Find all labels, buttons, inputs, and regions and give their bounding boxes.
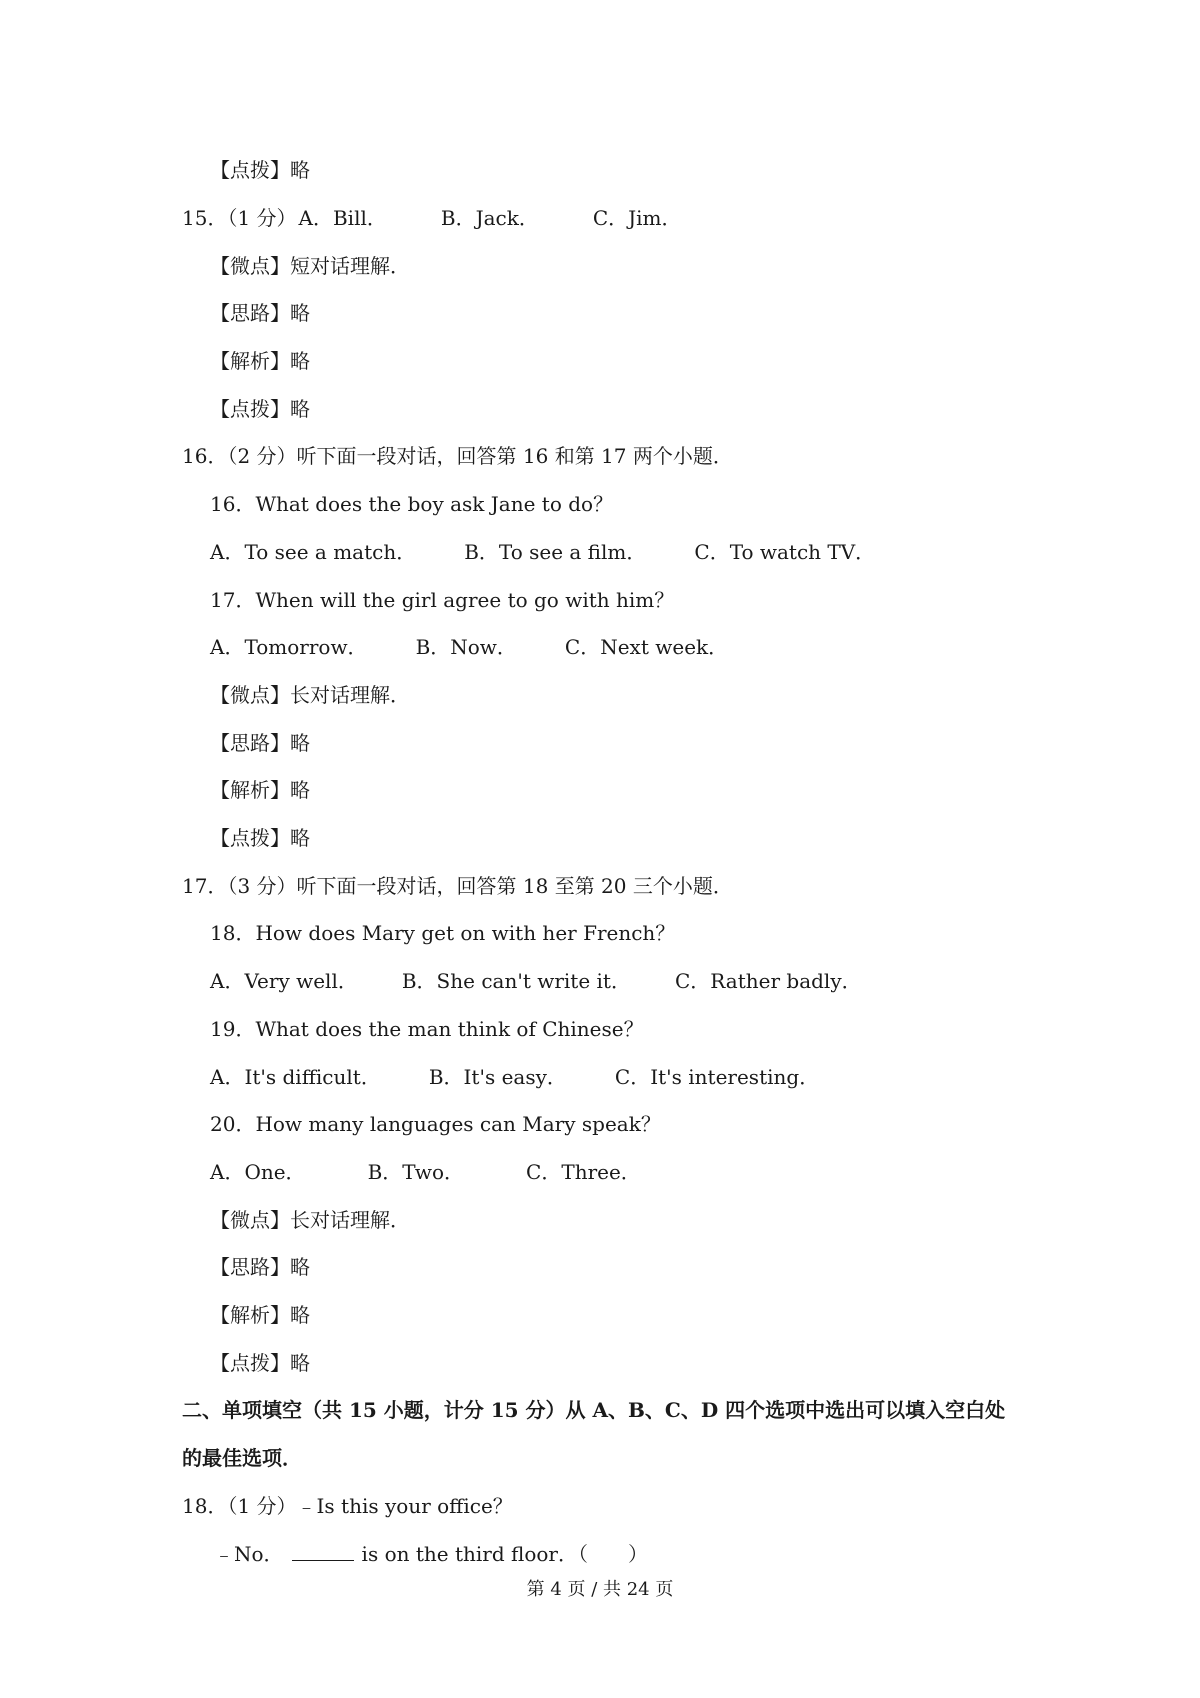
q15-option-c: C．Jim． — [592, 206, 682, 230]
q16-sub1-options — [210, 538, 875, 566]
q17-sub1-question: 18．How does Mary get on with her French？ — [210, 921, 676, 945]
q17-sub2-option-b: B．It's easy． — [428, 1065, 567, 1089]
q16-sub1-option-c: C．To watch TV． — [694, 540, 876, 564]
q16-sub2-option-c: C．Next week． — [564, 635, 729, 659]
q17-sub2-option-a: A．It's difficult． — [210, 1065, 381, 1089]
q17-sub1-option-b: B．She can't write it． — [401, 969, 631, 993]
q16-header: 16．（2 分）听下面一段对话，回答第 16 和第 17 两个小题． — [182, 444, 733, 468]
q15-option-b: B．Jack． — [440, 206, 539, 230]
q17-sub1-option-a: A．Very well． — [210, 969, 358, 993]
q16-sub1-option-a: A．To see a match． — [210, 540, 417, 564]
q15-number: 15．（1 分） — [182, 206, 297, 230]
q17-sub2-option-c: C．It's interesting． — [614, 1065, 820, 1089]
section2-title-line2: 的最佳选项． — [182, 1446, 302, 1470]
q17-sub1-options — [210, 967, 862, 995]
q16-sub2-option-a: A．Tomorrow． — [210, 635, 368, 659]
q16-sub2-options — [210, 633, 728, 661]
q15-option-a: A．Bill． — [298, 206, 387, 230]
q17-sub3-option-b: B．Two． — [367, 1160, 465, 1184]
page-footer: 第 4 页 / 共 24 页 — [526, 1579, 674, 1600]
q15-row — [182, 204, 682, 232]
q16-weidian: 【微点】长对话理解． — [210, 683, 410, 707]
q18-reply-start: ﹣No． — [214, 1542, 284, 1566]
q17-sub3-options — [210, 1158, 641, 1186]
q16-sub2-option-b: B．Now． — [415, 635, 517, 659]
q16-sub1-question: 16．What does the boy ask Jane to do？ — [210, 492, 614, 516]
q17-sub2-options — [210, 1063, 819, 1091]
q16-silu: 【思路】略 — [210, 731, 310, 755]
q16-sub2-question: 17．When will the girl agree to go with him？ — [210, 588, 675, 612]
q18-stem-line1: 18．（1 分）﹣Is this your office？ — [182, 1494, 513, 1518]
q17-sub1-option-c: C．Rather badly． — [674, 969, 862, 993]
q15-weidian: 【微点】短对话理解． — [210, 254, 410, 278]
q17-sub3-question: 20．How many languages can Mary speak？ — [210, 1112, 661, 1136]
q17-jiexi: 【解析】略 — [210, 1303, 310, 1327]
q16-sub1-option-b: B．To see a film． — [464, 540, 647, 564]
q15-jiexi: 【解析】略 — [210, 349, 310, 373]
q15-dianbo: 【点拨】略 — [210, 397, 310, 421]
q17-sub3-option-c: C．Three． — [526, 1160, 641, 1184]
q18-reply-end: is on the third floor．（ ） — [361, 1542, 648, 1566]
q16-jiexi: 【解析】略 — [210, 778, 310, 802]
q17-weidian: 【微点】长对话理解． — [210, 1208, 410, 1232]
q18-stem-line2 — [214, 1540, 648, 1568]
q15-silu: 【思路】略 — [210, 301, 310, 325]
q17-dianbo: 【点拨】略 — [210, 1351, 310, 1375]
q17-header: 17．（3 分）听下面一段对话，回答第 18 至第 20 三个小题． — [182, 874, 733, 898]
q16-dianbo: 【点拨】略 — [210, 826, 310, 850]
q14-dianbo: 【点拨】略 — [210, 158, 310, 182]
q17-sub2-question: 19．What does the man think of Chinese？ — [210, 1017, 644, 1041]
q18-answer-blank — [292, 1542, 354, 1561]
q17-sub3-option-a: A．One． — [210, 1160, 306, 1184]
section2-title-line1: 二、单项填空（共 15 小题，计分 15 分）从 A、B、C、D 四个选项中选出可以填入空白处 — [182, 1398, 1006, 1422]
q17-silu: 【思路】略 — [210, 1255, 310, 1279]
